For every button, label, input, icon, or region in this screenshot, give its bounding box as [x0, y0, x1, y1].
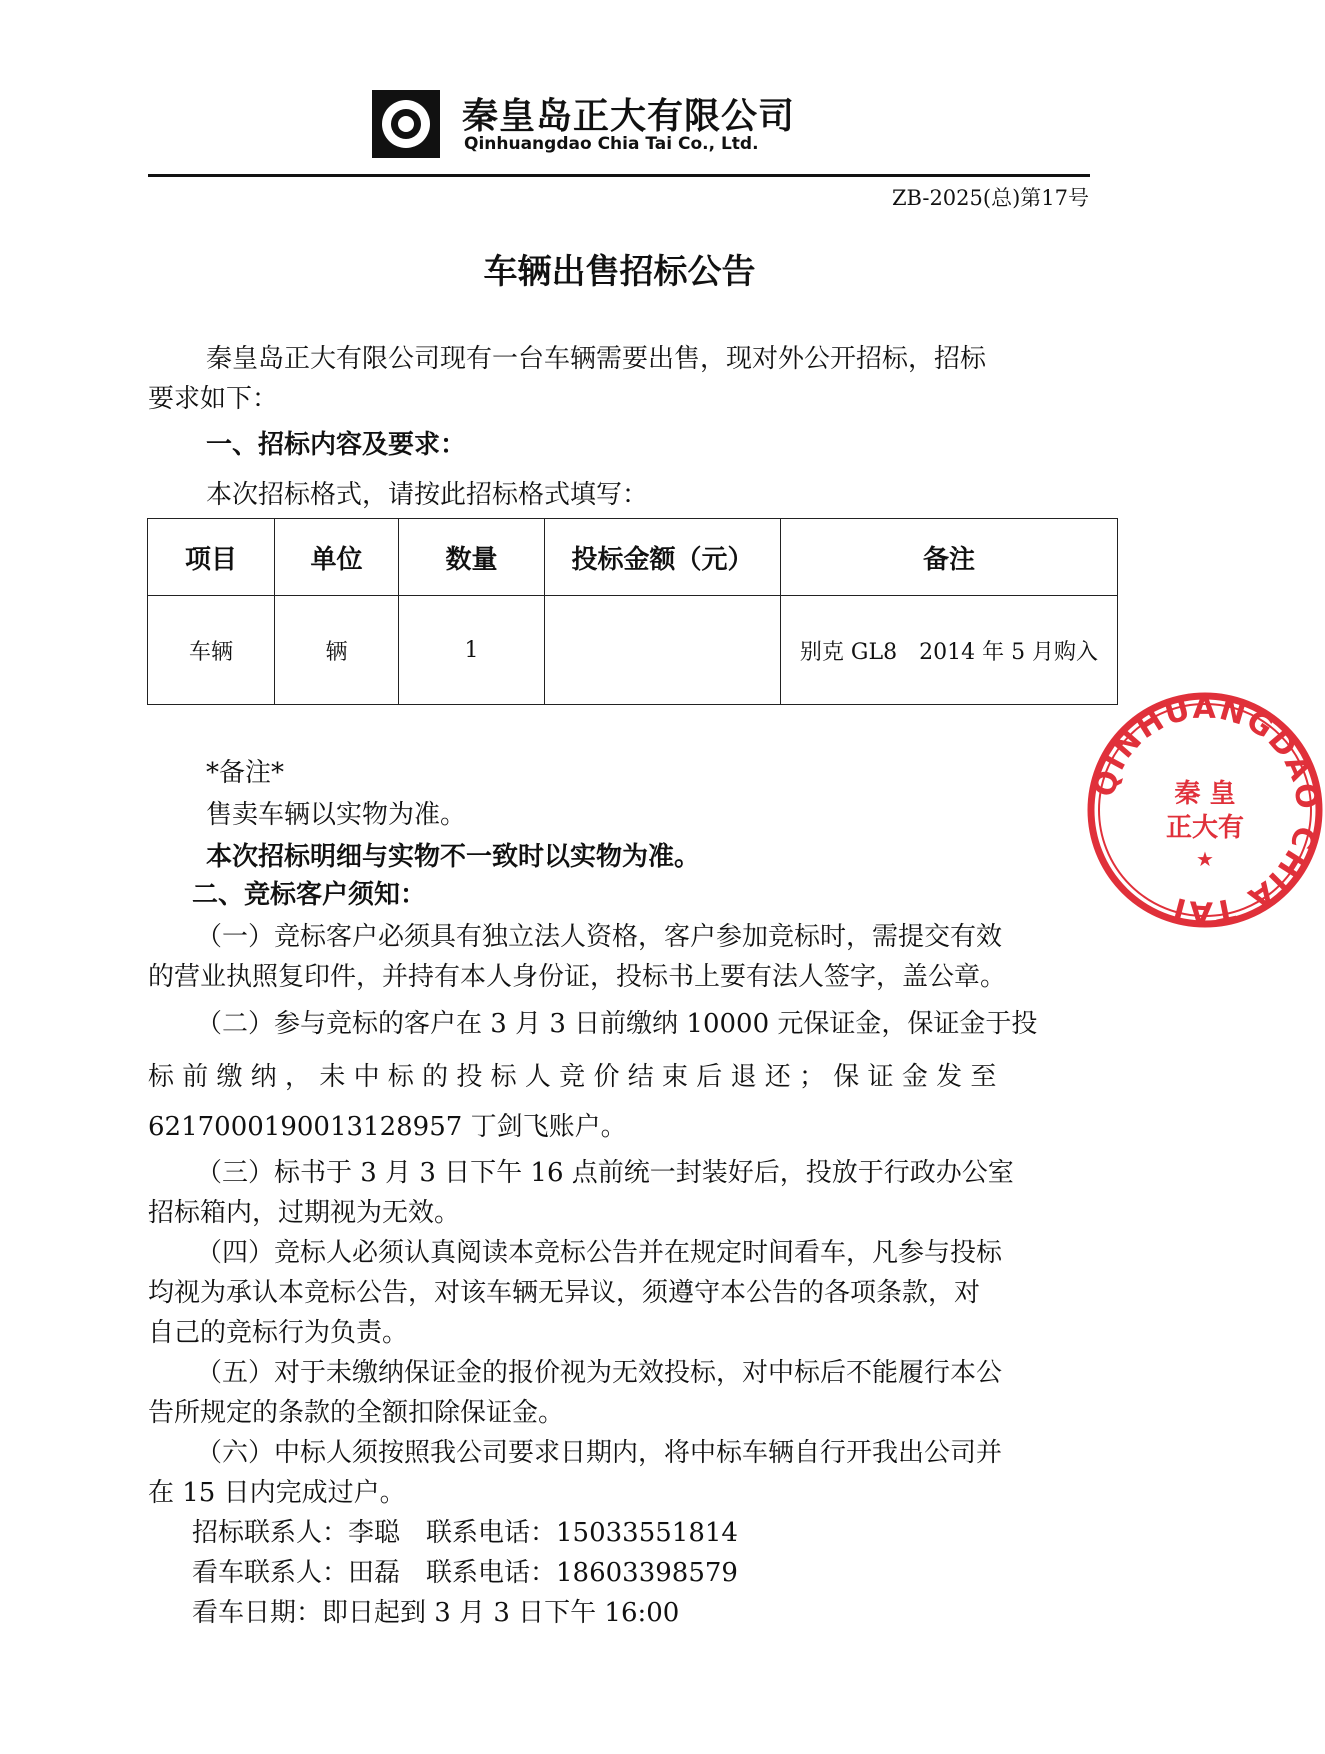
- header-divider: [148, 174, 1090, 177]
- cell-item: 车辆: [148, 596, 275, 705]
- section2-line: （四）竞标人必须认真阅读本竞标公告并在规定时间看车，凡参与投标: [196, 1238, 1003, 1268]
- intro-line-2: 要求如下：: [148, 384, 279, 414]
- company-name-cn: 秦皇岛正大有限公司: [462, 96, 796, 137]
- col-header-quantity: 数量: [399, 519, 545, 596]
- section2-line: 标 前 缴 纳 ， 未 中 标 的 投 标 人 竞 价 结 束 后 退 还 ； 保 证 金 发 至: [148, 1062, 997, 1092]
- section2-line: （六）中标人须按照我公司要求日期内，将中标车辆自行开我出公司并: [196, 1438, 1003, 1468]
- col-header-unit: 单位: [275, 519, 399, 596]
- viewing-contact: 看车联系人：田磊 联系电话：18603398579: [192, 1558, 738, 1588]
- cell-bid-amount: [545, 596, 781, 705]
- notes-line-1: 售卖车辆以实物为准。: [206, 800, 467, 830]
- seal-center-text: 秦 皇: [1174, 779, 1236, 809]
- section2-line: 6217000190013128957 丁剑飞账户。: [148, 1112, 627, 1142]
- section2-line: （五）对于未缴纳保证金的报价视为无效投标，对中标后不能履行本公: [196, 1358, 1003, 1388]
- page-title: 车辆出售招标公告: [483, 252, 756, 292]
- section2-line: （二）参与竞标的客户在 3 月 3 日前缴纳 10000 元保证金，保证金于投: [196, 1009, 1038, 1039]
- section2-line: 招标箱内，过期视为无效。: [148, 1198, 461, 1228]
- col-header-item: 项目: [148, 519, 275, 596]
- seal-center-text: 正大有: [1165, 813, 1245, 843]
- company-logo-icon: [372, 90, 440, 158]
- seal-ring-text: QINHUANGDAO CHIA TAI: [1086, 690, 1325, 930]
- company-name-en: Qinhuangdao Chia Tai Co., Ltd.: [464, 134, 759, 154]
- cell-remarks: 别克 GL8 2014 年 5 月购入: [781, 596, 1118, 705]
- section2-heading: 二、竞标客户须知：: [192, 880, 427, 910]
- cell-quantity: 1: [399, 596, 545, 705]
- table-header-row: [148, 519, 1118, 596]
- table-row: [148, 596, 1118, 705]
- section1-heading: 一、招标内容及要求：: [206, 430, 467, 460]
- section2-line: 的营业执照复印件，并持有本人身份证，投标书上要有法人签字，盖公章。: [148, 962, 1007, 992]
- company-seal-stamp: [1085, 690, 1325, 930]
- section2-line: 均视为承认本竞标公告，对该车辆无异议，须遵守本公告的各项条款，对: [148, 1278, 981, 1308]
- section2-line: （一）竞标客户必须具有独立法人资格，客户参加竞标时，需提交有效: [196, 922, 1003, 952]
- col-header-remarks: 备注: [781, 519, 1118, 596]
- col-header-bid-amount: 投标金额（元）: [545, 519, 781, 596]
- section2-line: （三）标书于 3 月 3 日下午 16 点前统一封装好后，投放于行政办公室: [196, 1158, 1014, 1188]
- section1-lead: 本次招标格式，请按此招标格式填写：: [206, 480, 649, 510]
- bid-contact: 招标联系人：李聪 联系电话：15033551814: [192, 1518, 738, 1548]
- cell-unit: 辆: [275, 596, 399, 705]
- seal-star-icon: ★: [1196, 847, 1214, 871]
- bid-table: [147, 518, 1118, 705]
- section2-line: 告所规定的条款的全额扣除保证金。: [148, 1398, 565, 1428]
- section2-line: 自己的竞标行为负责。: [148, 1318, 409, 1348]
- section2-line: 在 15 日内完成过户。: [148, 1478, 406, 1508]
- notes-label: *备注*: [206, 758, 285, 788]
- document-number: ZB-2025(总)第17号: [891, 186, 1089, 210]
- svg-text:QINHUANGDAO CHIA TAI: [1087, 691, 1325, 930]
- intro-line-1: 秦皇岛正大有限公司现有一台车辆需要出售，现对外公开招标，招标: [206, 344, 987, 374]
- viewing-date: 看车日期：即日起到 3 月 3 日下午 16:00: [192, 1598, 680, 1628]
- notes-line-2: 本次招标明细与实物不一致时以实物为准。: [206, 842, 701, 872]
